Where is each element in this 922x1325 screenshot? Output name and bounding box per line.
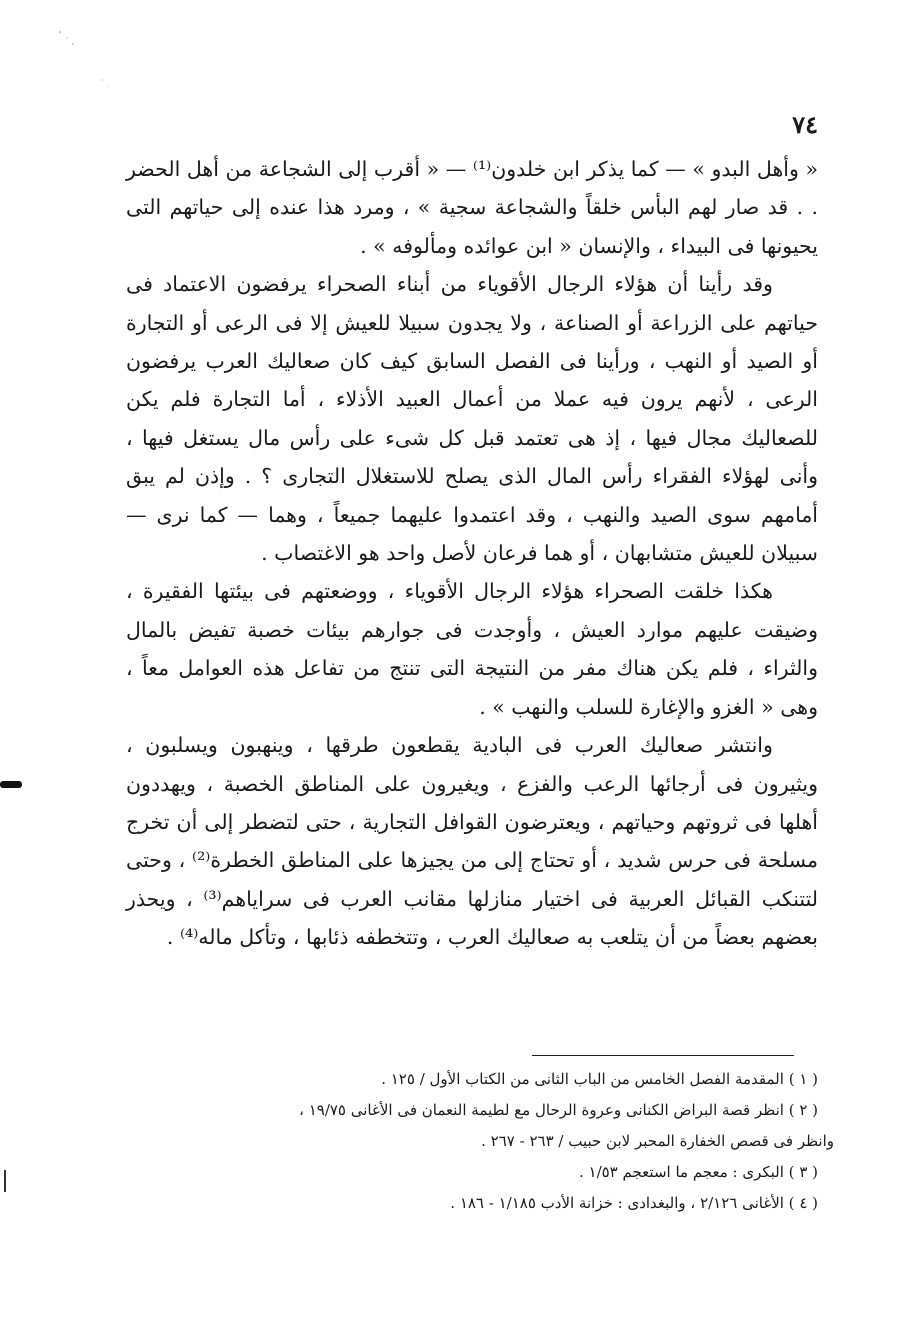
footnotes [118,1064,834,1219]
margin-mark [0,781,22,788]
footnote: ( ٤ ) الأغانى ٢/١٢٦ ، والبغدادى : خزانة الأدب ١/١٨٥ - ١٨٦ . [450,1194,818,1212]
main-text [126,150,818,957]
paragraph: وانتشر صعاليك العرب فى البادية يقطعون طرقها ، وينهبون ويسلبون ، ويثيرون فى أرجائها الرعب والفزع ، ويغيرون على المناطق الخصبة ، ويهددون أهلها فى ثروتهم وحياتهم ، ويعترضون القوافل التجارية ، حتى لتضطر إلى أن تخرج مسلحة فى حرس شديد ، أو تحتاج إلى من يجيزها على المناطق الخطرة⁽²⁾ ، وحتى لتتنكب القبائل العربية فى اختيار منازلها مقانب العرب فى سراياهم⁽³⁾ ، ويحذر بعضهم بعضاً من أن يتلعب به صعاليك العرب ، وتتخطفه ذئابها ، وتأكل ماله⁽⁴⁾ . [126,733,818,950]
footnote: ( ٣ ) البكرى : معجم ما استعجم ١/٥٣ . [578,1163,818,1181]
footnote-divider [532,1055,794,1056]
edge-tick [4,1170,6,1192]
scan-speckles [40,20,120,100]
paragraph: وقد رأينا أن هؤلاء الرجال الأقوياء من أبناء الصحراء يرفضون الاعتماد فى حياتهم على الزراعة أو الصناعة ، ولا يجدون سبيلا للعيش إلا فى الرعى أو التجارة أو الصيد أو النهب ، ورأينا فى الفصل السابق كيف كان صعاليك العرب يرفضون الرعى ، لأنهم يرون فيه عملا من أعمال العبيد الأذلاء ، أما التجارة فلم يكن للصعاليك مجال فيها ، إذ هى تعتمد قبل كل شىء على رأس مال يستغل فيها ، وأنى لهؤلاء الفقراء رأس المال الذى يصلح للاستغلال التجارى ؟ . وإذن لم يبق أمامهم سوى الصيد والنهب ، وقد اعتمدوا عليهما جميعاً ، وهما — كما نرى — سبيلان للعيش متشابهان ، أو هما فرعان لأصل واحد هو الاغتصاب . [126,272,818,566]
paragraph: « وأهل البدو » — كما يذكر ابن خلدون⁽¹⁾ — « أقرب إلى الشجاعة من أهل الحضر . . قد صار لهم البأس خلقاً والشجاعة سجية » ، ومرد هذا عنده إلى حياتهم التى يحيونها فى البيداء ، والإنسان « ابن عوائده ومألوفه » . [126,157,819,258]
footnote-continuation: وانظر فى قصص الخفارة المحبر لابن حبيب / ٢٦٣ - ٢٦٧ . [481,1132,834,1150]
footnote: ( ٢ ) انظر قصة البراض الكنانى وعروة الرحال مع لطيمة النعمان فى الأغانى ١٩/٧٥ ، [299,1101,818,1119]
paragraph: هكذا خلقت الصحراء هؤلاء الرجال الأقوياء ، ووضعتهم فى بيئتها الفقيرة ، وضيقت عليهم موارد العيش ، وأوجدت فى جوارهم بيئات خصبة تفيض بالمال والثراء ، فلم يكن هناك مفر من النتيجة التى تنتج من تفاعل هذه العوامل معاً ، وهى « الغزو والإغارة للسلب والنهب » . [126,579,818,719]
page-number: ٧٤ [792,110,818,139]
footnote: ( ١ ) المقدمة الفصل الخامس من الباب الثانى من الكتاب الأول / ١٢٥ . [381,1070,818,1088]
